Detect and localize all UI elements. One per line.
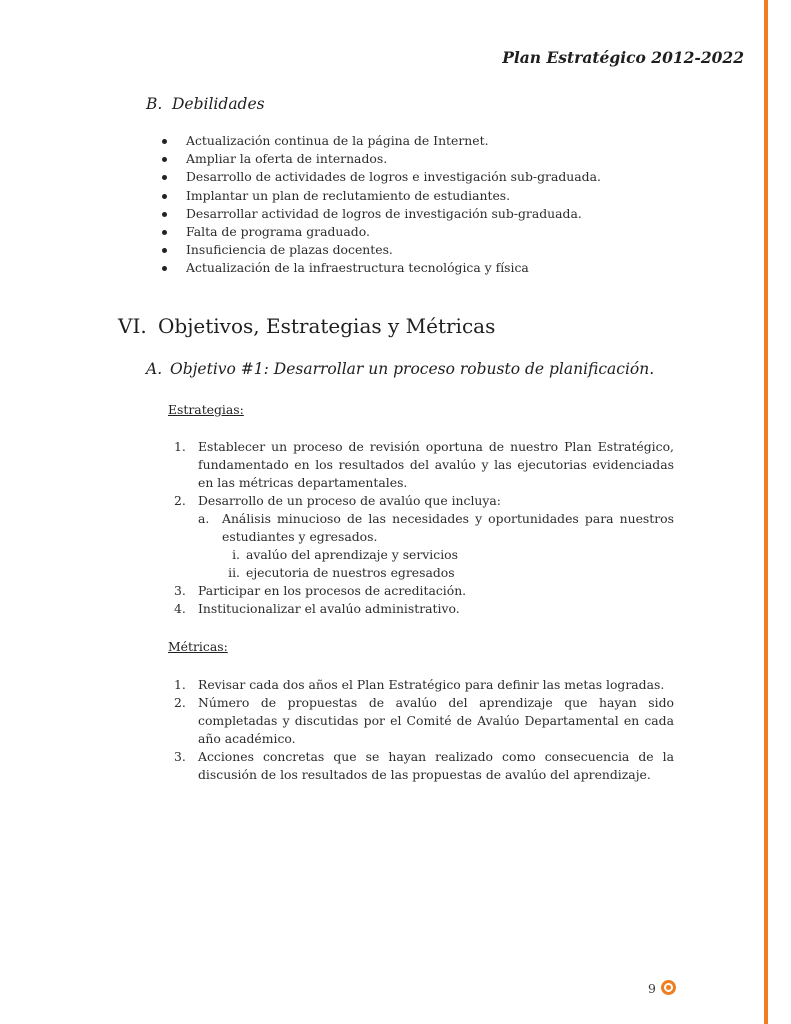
bullet-icon [162,212,167,217]
section-number: VI. [118,314,147,338]
weaknesses-list [162,132,742,278]
list-item: a. Análisis minucioso de las necesidades y oportunidades para nuestros estudiantes y egresados. [198,511,674,544]
list-item: Actualización continua de la página de Internet. [162,132,742,150]
list-item: 4. Institucionalizar el avalúo administrativo. [174,601,460,616]
weaknesses-marker: B. [146,95,163,113]
weaknesses-title: Debilidades [172,95,265,113]
orange-margin-rule [764,0,768,1024]
page-number: 9 [648,981,656,996]
metrics-label: Métricas: [168,639,228,654]
bullet-icon [162,175,167,180]
list-item: Actualización de la infraestructura tecnológica y física [162,259,742,277]
list-item: Falta de programa graduado. [162,223,742,241]
objective-heading [146,360,654,378]
list-item: Ampliar la oferta de internados. [162,150,742,168]
list-item: Implantar un plan de reclutamiento de estudiantes. [162,187,742,205]
list-item: 1. Revisar cada dos años el Plan Estratégico para definir las metas logradas. [174,677,665,692]
objective-marker: A. [146,360,163,378]
list-item: ii. ejecutoria de nuestros egresados [228,565,455,580]
metrics-list [174,676,674,784]
section-heading [118,314,495,338]
list-item: 2. Número de propuestas de avalúo del aprendizaje que hayan sido completadas y discutidas por el Comité de Avalúo Departamental en cada año académico. [174,695,674,746]
bullet-icon [162,139,167,144]
list-item: 3. Participar en los procesos de acreditación. [174,583,467,598]
section-title: Objetivos, Estrategias y Métricas [158,314,496,338]
list-item: Insuficiencia de plazas docentes. [162,241,742,259]
bullet-icon [162,157,167,162]
orange-ring-icon [661,980,676,995]
list-item: 2. Desarrollo de un proceso de avalúo que incluya: [174,493,501,508]
bullet-icon [162,266,167,271]
list-item: 3. Acciones concretas que se hayan realizado como consecuencia de la discusión de los resultados de las propuestas de avalúo del aprendizaje. [174,749,674,782]
list-item: Desarrollo de actividades de logros e investigación sub-graduada. [162,168,742,186]
list-item: Desarrollar actividad de logros de investigación sub-graduada. [162,205,742,223]
weaknesses-heading [146,95,265,113]
strategies-list [174,438,674,618]
running-header: Plan Estratégico 2012-2022 [502,48,744,67]
strategies-label: Estrategias: [168,402,244,417]
bullet-icon [162,194,167,199]
bullet-icon [162,248,167,253]
objective-title: Objetivo #1: Desarrollar un proceso robusto de planificación. [170,360,655,378]
bullet-icon [162,230,167,235]
list-item: 1. Establecer un proceso de revisión oportuna de nuestro Plan Estratégico, fundamentado en los resultados del avalúo y las ejecutorias evidenciadas en las métricas departamentales. [174,439,674,490]
list-item: i. avalúo del aprendizaje y servicios [232,547,458,562]
